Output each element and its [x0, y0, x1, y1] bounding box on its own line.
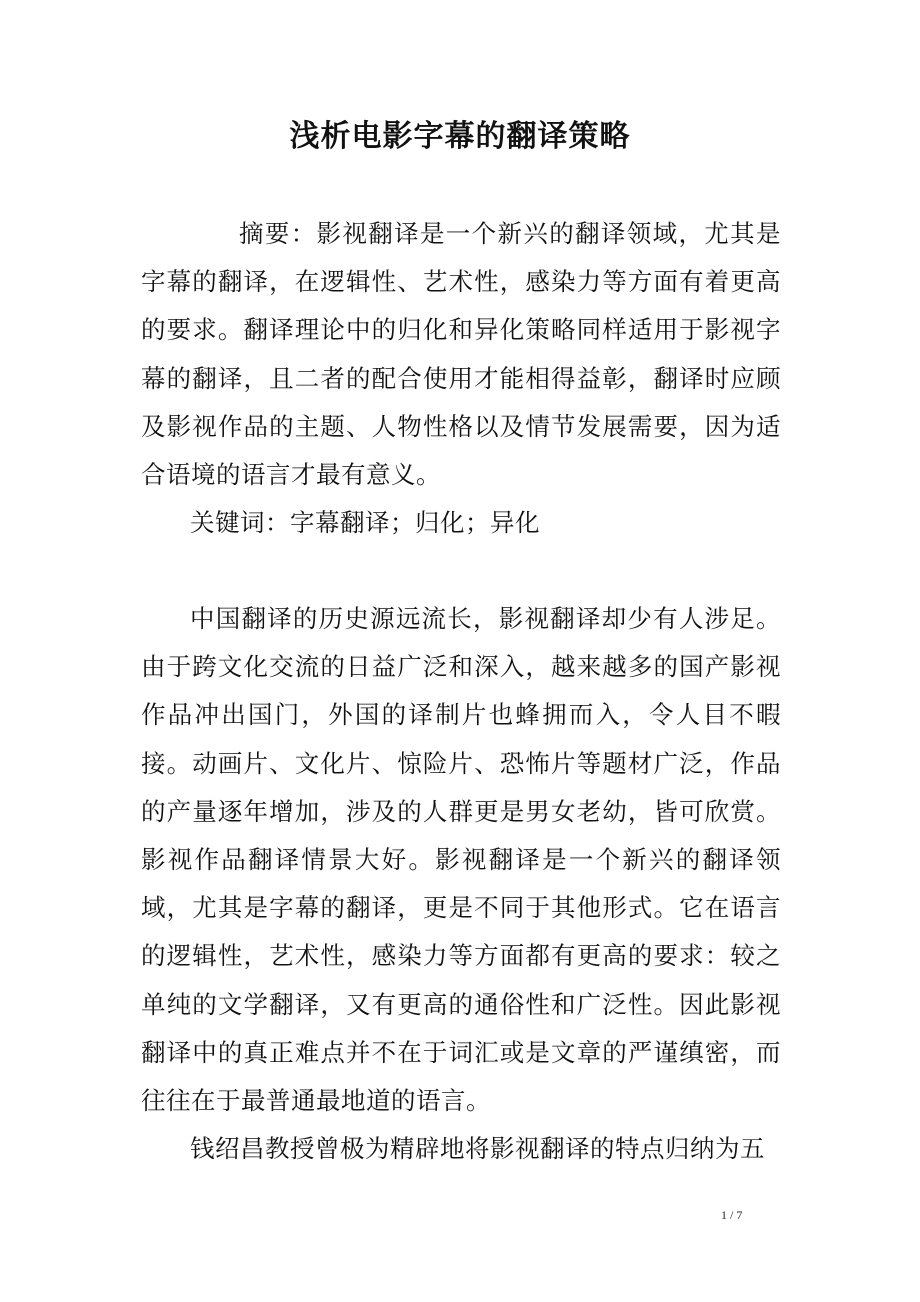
body-paragraph: 钱绍昌教授曾极为精辟地将影视翻译的特点归纳为五	[190, 1134, 765, 1163]
keywords-line: 关键词：字幕翻译；归化；异化	[190, 508, 540, 537]
abstract-paragraph: 摘要：影视翻译是一个新兴的翻译领域，尤其是字幕的翻译，在逻辑性、艺术性，感染力等方面有着更高的要求。翻译理论中的归化和异化策略同样适用于影视字幕的翻译，且二者的配合使用才能相得益彰，翻译时应顾及影视作品的主题、人物性格以及情节发展需要，因为适合语境的语言才最有意义。	[141, 219, 781, 490]
body-paragraph: 中国翻译的历史源远流长，影视翻译却少有人涉足。由于跨文化交流的日益广泛和深入，越来越多的国产影视作品冲出国门，外国的译制片也蜂拥而入，令人目不暇接。动画片、文化片、惊险片、恐怖片等题材广泛，作品的产量逐年增加，涉及的人群更是男女老幼，皆可欣赏。影视作品翻译情景大好。影视翻译是一个新兴的翻译领域，尤其是字幕的翻译，更是不同于其他形式。它在语言的逻辑性，艺术性，感染力等方面都有更高的要求：较之单纯的文学翻译，又有更高的通俗性和广泛性。因此影视翻译中的真正难点并不在于词汇或是文章的严谨缜密，而往往在于最普通最地道的语言。	[141, 604, 781, 1116]
page-number: 1 / 7	[721, 1208, 743, 1222]
document-title: 浅析电影字幕的翻译策略	[289, 119, 631, 154]
